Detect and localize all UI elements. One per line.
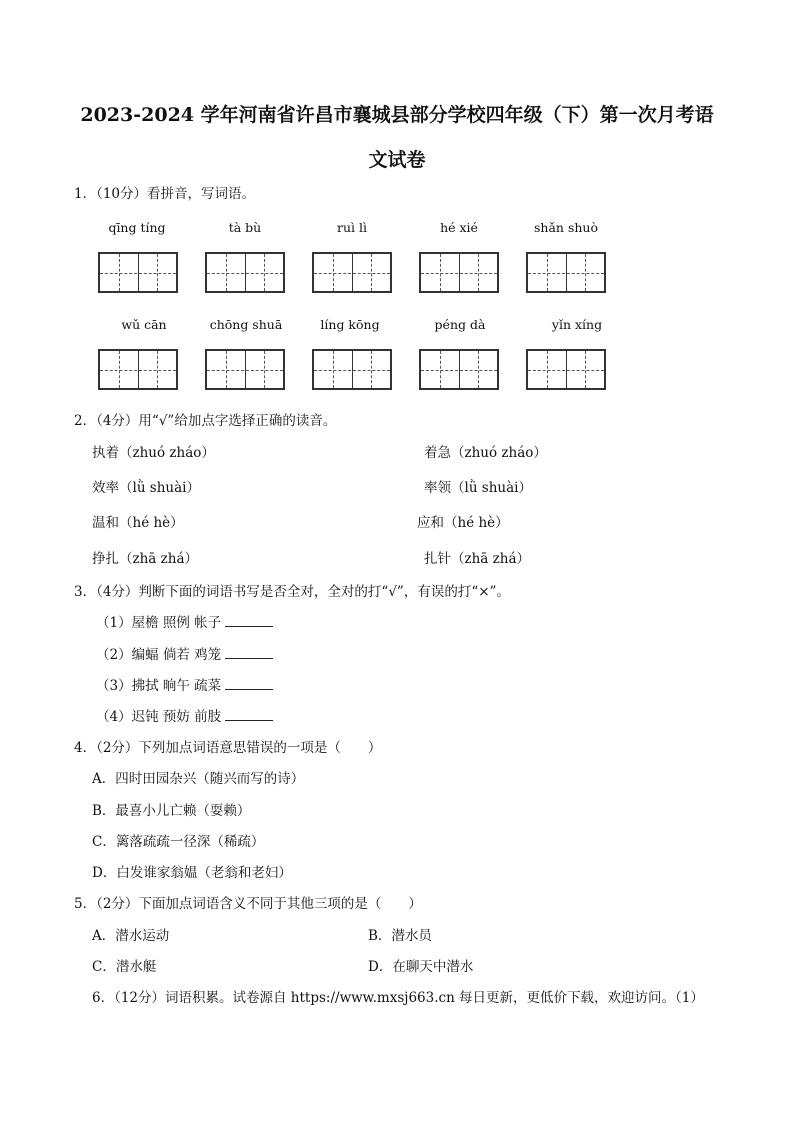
writing-grid[interactable]: [98, 349, 178, 390]
question-4-stem: 4．（2分）下列加点词语意思错误的一项是（ ）: [74, 740, 382, 756]
page-title: [60, 102, 734, 128]
writing-grid[interactable]: [526, 349, 606, 390]
q5-option-d[interactable]: D．在聊天中潜水: [368, 959, 474, 975]
page-title-continued: [60, 147, 734, 173]
writing-grid[interactable]: [526, 252, 606, 293]
title-line-1: 2023-2024 学年河南省许昌市襄城县部分学校四年级（下）第一次月考语: [80, 104, 714, 126]
q3-item-text: （2）编蝠 倘若 鸡笼: [96, 647, 222, 663]
pinyin-2-2: chōng shuā: [209, 317, 283, 332]
question-5-stem: 5．（2分）下面加点词语含义不同于其他三项的是（ ）: [74, 896, 422, 912]
pinyin-1-3: ruì lì: [337, 220, 367, 235]
q2-item-right: 扎针（zhā zhá）: [424, 551, 531, 567]
pinyin-1-5: shǎn shuò: [534, 220, 598, 235]
q4-option-a[interactable]: A．四时田园杂兴（随兴而写的诗）: [92, 771, 305, 787]
q3-item: [96, 614, 273, 632]
pinyin-1-1: qīng tíng: [108, 220, 166, 235]
writing-grid[interactable]: [205, 252, 285, 293]
pinyin-2-5: yǐn xíng: [551, 317, 603, 332]
pinyin-2-3: líng kōng: [320, 317, 380, 332]
writing-grid[interactable]: [205, 349, 285, 390]
answer-blank[interactable]: [225, 614, 273, 627]
writing-grid[interactable]: [312, 252, 392, 293]
pinyin-2-4: péng dà: [434, 317, 486, 332]
q2-item-left: 挣扎（zhā zhá）: [92, 551, 199, 567]
question-1-stem: 1．（10分）看拼音，写词语。: [74, 186, 256, 202]
writing-grid[interactable]: [98, 252, 178, 293]
q3-item: [96, 677, 273, 695]
q4-option-b[interactable]: B．最喜小儿亡赖（耍赖）: [92, 803, 251, 819]
writing-grid[interactable]: [419, 349, 499, 390]
pinyin-1-2: tà bù: [228, 220, 262, 235]
q2-item-left: 执着（zhuó zháo）: [92, 445, 215, 461]
question-6-stem: 6．（12分）词语积累。试卷源自 https://www.mxsj663.cn 每日更新，更低价下载，欢迎访问。（1）: [92, 990, 704, 1006]
answer-blank[interactable]: [225, 646, 273, 659]
q2-item-right: 应和（hé hè）: [417, 515, 509, 531]
q2-item-left: 温和（hé hè）: [92, 515, 184, 531]
question-3-stem: 3．（4分）判断下面的词语书写是否全对，全对的打“√”，有误的打“×”。: [74, 584, 510, 600]
pinyin-2-1: wǔ cān: [121, 317, 167, 332]
q2-item-right: 率领（lǜ shuài）: [424, 480, 532, 496]
q4-option-c[interactable]: C．篱落疏疏一径深（稀疏）: [92, 834, 265, 850]
q4-option-d[interactable]: D．白发谁家翁媪（老翁和老妇）: [92, 865, 292, 881]
q5-option-b[interactable]: B．潜水员: [368, 928, 432, 944]
q3-item-text: （4）迟钝 预妨 前肢: [96, 709, 222, 725]
q3-item-text: （1）屋檐 照例 帐子: [96, 615, 222, 631]
q3-item: [96, 646, 273, 664]
writing-grid[interactable]: [419, 252, 499, 293]
pinyin-1-4: hé xié: [440, 220, 478, 235]
question-2-stem: 2．（4分）用“√”给加点字选择正确的读音。: [74, 413, 337, 429]
writing-grid[interactable]: [312, 349, 392, 390]
q2-item-right: 着急（zhuó zháo）: [424, 445, 547, 461]
title-line-2: 文试卷: [368, 149, 426, 171]
answer-blank[interactable]: [225, 677, 273, 690]
q2-item-left: 效率（lǜ shuài）: [92, 480, 200, 496]
answer-blank[interactable]: [225, 708, 273, 721]
q5-option-a[interactable]: A．潜水运动: [92, 928, 170, 944]
q5-option-c[interactable]: C．潜水艇: [92, 959, 157, 975]
q3-item: [96, 708, 273, 726]
q3-item-text: （3）拂拭 晌午 疏菜: [96, 678, 222, 694]
